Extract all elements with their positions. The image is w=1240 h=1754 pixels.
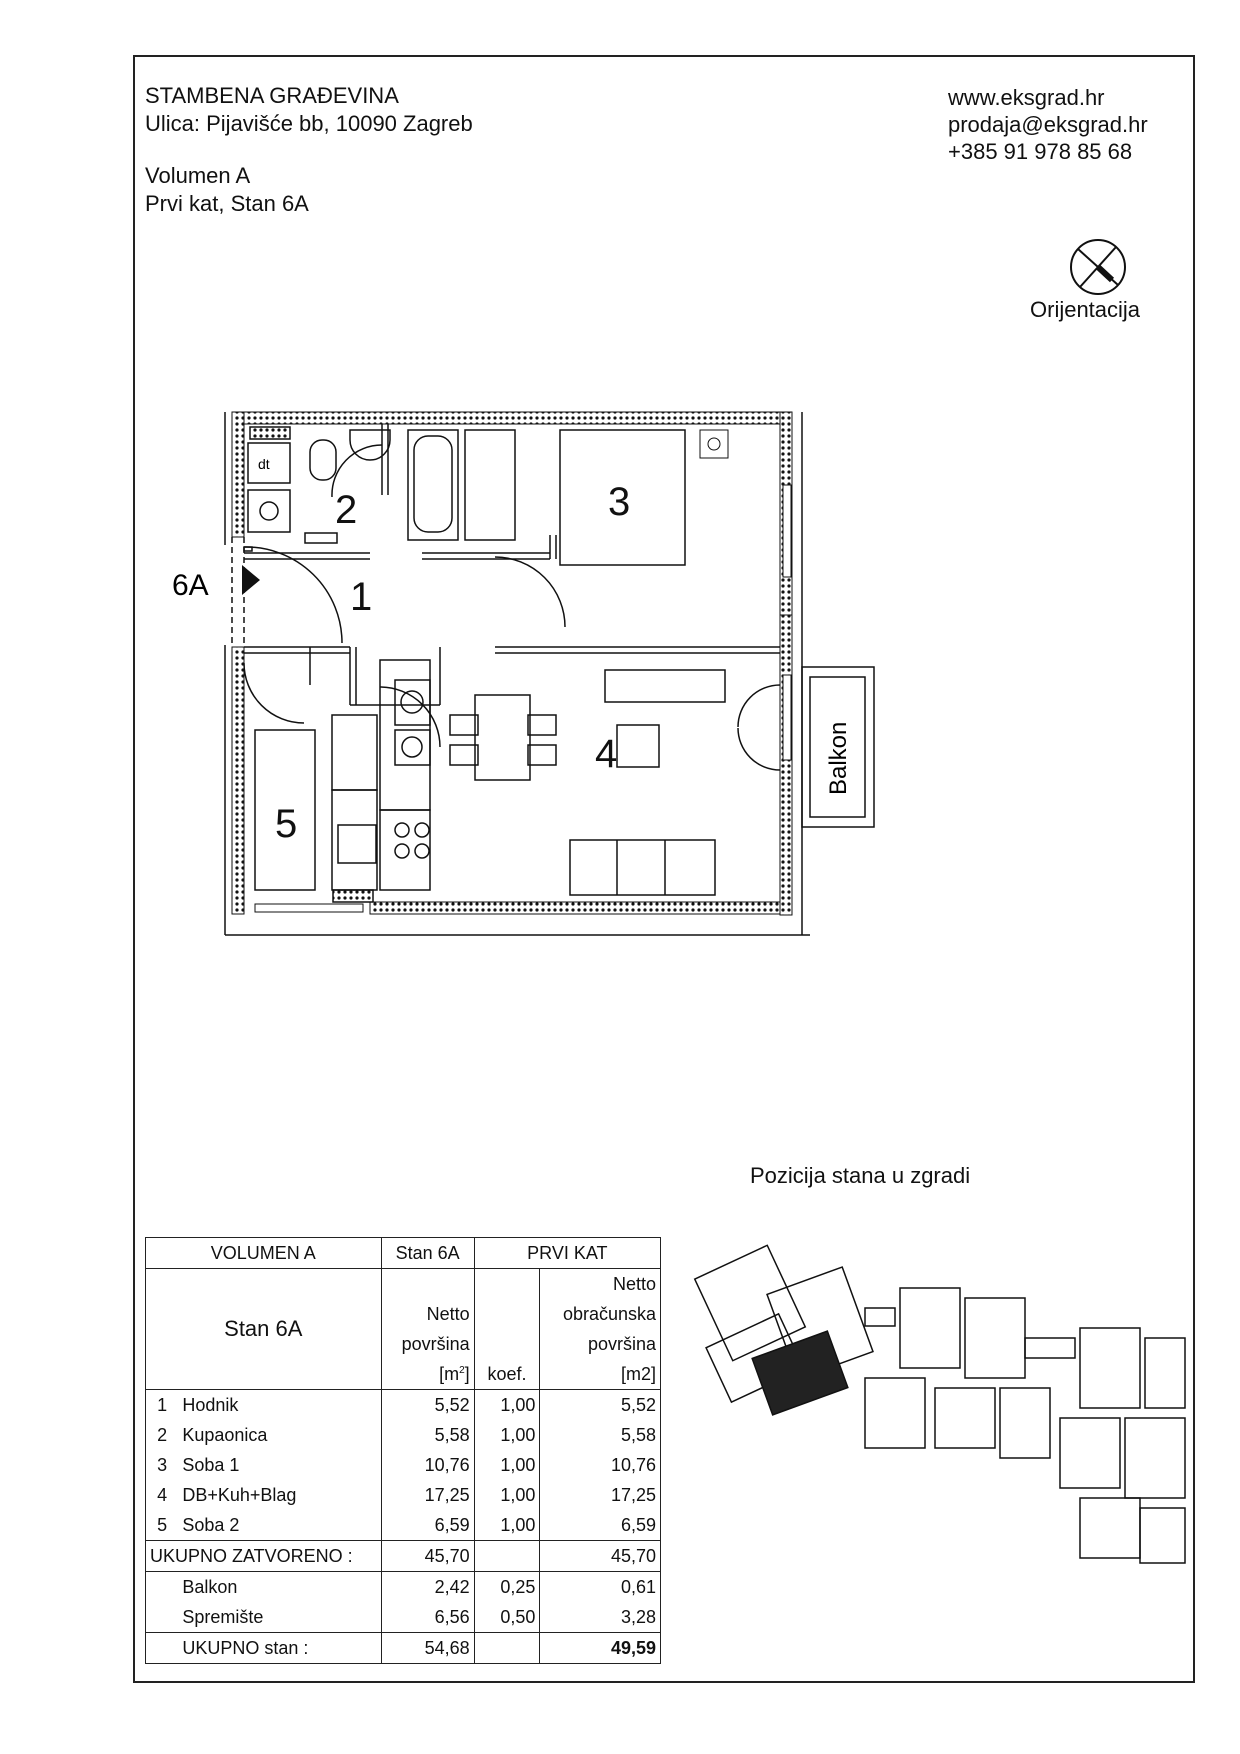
floor-plan	[150, 385, 930, 960]
table-unit-name: Stan 6A	[146, 1269, 382, 1390]
entrance-label: 6A	[172, 569, 209, 602]
building-position-map	[690, 1238, 1190, 1598]
grand-total-row: UKUPNO stan : 54,68 49,59	[146, 1633, 661, 1664]
dryer-label: dt	[258, 456, 270, 472]
volume: Volumen A	[145, 163, 251, 188]
table-head-unit: Stan 6A	[381, 1238, 474, 1269]
orientation-label: Orijentacija	[1030, 297, 1141, 322]
room-number-1: 1	[350, 575, 373, 619]
table-head-floor: PRVI KAT	[474, 1238, 660, 1269]
contact-block	[948, 84, 1148, 165]
compass-icon	[1068, 237, 1128, 297]
table-row: 4 DB+Kuh+Blag 17,25 1,00 17,25	[146, 1480, 661, 1510]
table-row: 3 Soba 1 10,76 1,00 10,76	[146, 1450, 661, 1480]
table-row: 2 Kupaonica 5,58 1,00 5,58	[146, 1420, 661, 1450]
col-net-line2: površina	[381, 1329, 474, 1359]
area-table	[145, 1237, 661, 1664]
sofa	[570, 840, 715, 895]
col-calc-unit: [m2]	[540, 1359, 661, 1390]
col-calc-line2: obračunska	[540, 1299, 661, 1329]
dining-table	[450, 695, 659, 780]
room-number-3: 3	[608, 480, 631, 524]
wardrobe	[605, 670, 725, 702]
balcony-label: Balkon	[825, 721, 852, 795]
kitchen	[333, 660, 440, 902]
phone-number: +385 91 978 85 68	[948, 139, 1133, 164]
table-row: 5 Soba 2 6,59 1,00 6,59	[146, 1510, 661, 1541]
email-link[interactable]: prodaja@eksgrad.hr	[948, 112, 1148, 137]
room-5-furniture	[244, 663, 377, 890]
building-title: STAMBENA GRAĐEVINA	[145, 83, 399, 108]
header-left	[145, 82, 473, 218]
col-calc-line1: Netto	[540, 1269, 661, 1300]
table-row: Spremište 6,56 0,50 3,28	[146, 1602, 661, 1633]
closed-total-row: UKUPNO ZATVORENO : 45,70 45,70	[146, 1541, 661, 1572]
room-number-5: 5	[275, 802, 298, 846]
col-koef: koef.	[474, 1359, 540, 1390]
position-title: Pozicija stana u zgradi	[750, 1163, 971, 1188]
col-net-line1: Netto	[381, 1299, 474, 1329]
room-number-4: 4	[595, 732, 618, 776]
address: Ulica: Pijavišće bb, 10090 Zagreb	[145, 111, 473, 136]
col-net-unit: $[m^2]$	[381, 1359, 474, 1390]
table-head-volume: VOLUMEN A	[146, 1238, 382, 1269]
col-calc-line3: površina	[540, 1329, 661, 1359]
room-number-2: 2	[335, 488, 358, 532]
website-link[interactable]: www.eksgrad.hr	[948, 85, 1105, 110]
table-row: 1 Hodnik 5,52 1,00 5,52	[146, 1390, 661, 1421]
table-row: Balkon 2,42 0,25 0,61	[146, 1572, 661, 1603]
unit-location: Prvi kat, Stan 6A	[145, 191, 309, 216]
